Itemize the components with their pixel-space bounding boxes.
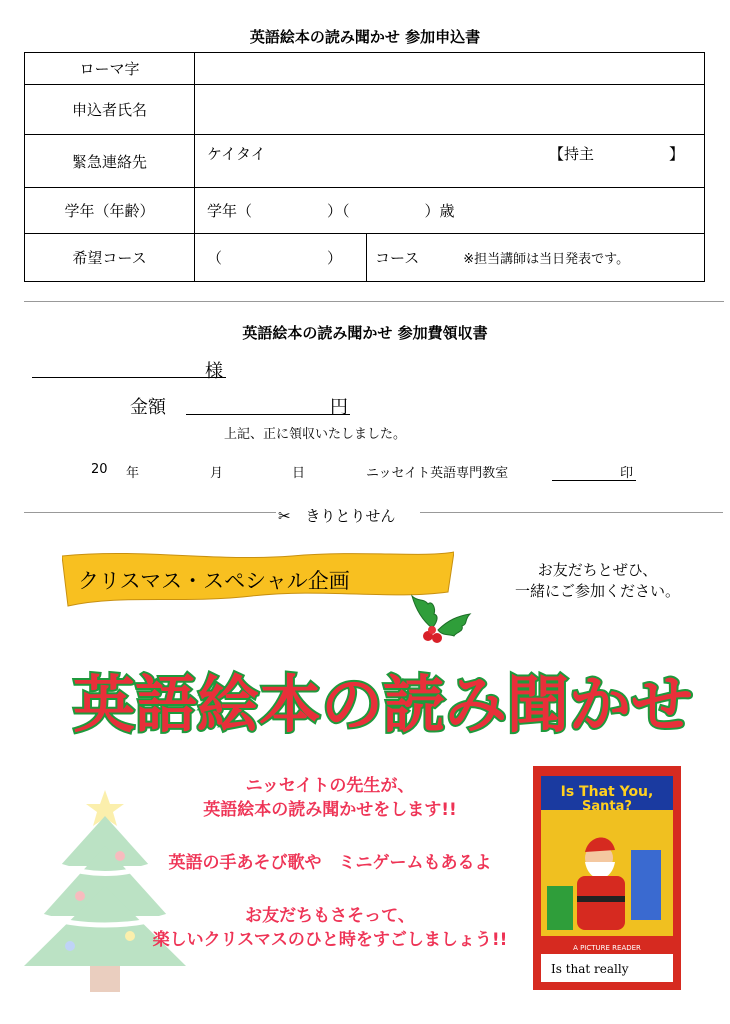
main-title <box>0 664 730 744</box>
label-romaji: ローマ字 <box>25 53 195 85</box>
school-name: ニッセイト英語専門教室 <box>366 466 509 481</box>
main-title-text: 英語絵本の読み聞かせ <box>72 668 694 741</box>
day-label: 日 <box>292 466 306 481</box>
amount-label: 金額 <box>130 397 166 418</box>
label-emergency-contact: 緊急連絡先 <box>25 135 195 188</box>
amount-underline[interactable] <box>186 414 350 415</box>
application-title: 英語絵本の読み聞かせ 参加申込書 <box>249 28 481 46</box>
course-field[interactable]: （ ） <box>195 234 367 282</box>
name-underline[interactable] <box>32 377 226 378</box>
emergency-contact-field[interactable] <box>195 135 705 188</box>
row-course <box>25 234 705 282</box>
row-grade-age <box>25 188 705 234</box>
application-form <box>24 52 705 282</box>
row-romaji <box>25 53 705 85</box>
instructor-note: ※担当講師は当日発表です。 <box>463 252 630 267</box>
course-label: コース <box>375 249 420 267</box>
row-applicant-name <box>25 85 705 135</box>
book-title-line1: Is That You, <box>560 784 654 800</box>
receipt-title: 英語絵本の読み聞かせ 参加費領収書 <box>242 324 488 342</box>
book-series: A PICTURE READER <box>573 944 641 952</box>
owner-label: 【持主 】 <box>548 145 684 163</box>
label-grade-age: 学年（年齢） <box>25 188 195 234</box>
cut-line-left <box>24 512 276 513</box>
book-title-line2: Santa? <box>582 799 632 814</box>
body-line: 英語の手あそび歌や ミニゲームもあるよ <box>168 853 492 873</box>
book-cover-image <box>533 766 681 990</box>
banner-text: クリスマス・スペシャル企画 <box>78 569 350 593</box>
body-line: ニッセイトの先生が、 <box>245 776 415 796</box>
book-caption: Is that really <box>551 962 629 976</box>
body-line: 楽しいクリスマスのひと時をすごしましょう!! <box>152 930 508 950</box>
invite-text <box>505 560 690 602</box>
label-course: 希望コース <box>25 234 195 282</box>
received-text: 上記、正に領収いたしました。 <box>224 427 407 442</box>
body-line: 英語絵本の読み聞かせをします!! <box>203 800 457 820</box>
label-applicant-name: 申込者氏名 <box>25 85 195 135</box>
year-prefix: 20 <box>91 462 108 477</box>
month-label: 月 <box>210 466 224 481</box>
year-label: 年 <box>126 466 140 481</box>
body-line: お友だちもさそって、 <box>245 906 415 926</box>
cut-label: きりとりせん <box>305 507 396 525</box>
scissors-icon: ✂ <box>278 507 291 525</box>
section-divider <box>24 301 724 302</box>
mobile-label: ケイタイ <box>207 145 266 163</box>
cut-label-group <box>278 505 395 526</box>
row-emergency-contact <box>25 135 705 188</box>
cut-line-right <box>420 512 723 513</box>
course-label-cell <box>367 234 705 282</box>
yen-label: 円 <box>330 397 348 418</box>
invite-line: お友だちとぜひ、 <box>537 561 658 579</box>
applicant-name-field[interactable] <box>195 85 705 135</box>
seal-label: 印 <box>620 466 634 481</box>
invite-line: 一緒にご参加ください。 <box>514 582 680 600</box>
sama-label: 様 <box>205 361 223 382</box>
romaji-field[interactable] <box>195 53 705 85</box>
holly-icon <box>402 590 474 646</box>
grade-age-field[interactable]: 学年（ ）（ ）歳 <box>195 188 705 234</box>
